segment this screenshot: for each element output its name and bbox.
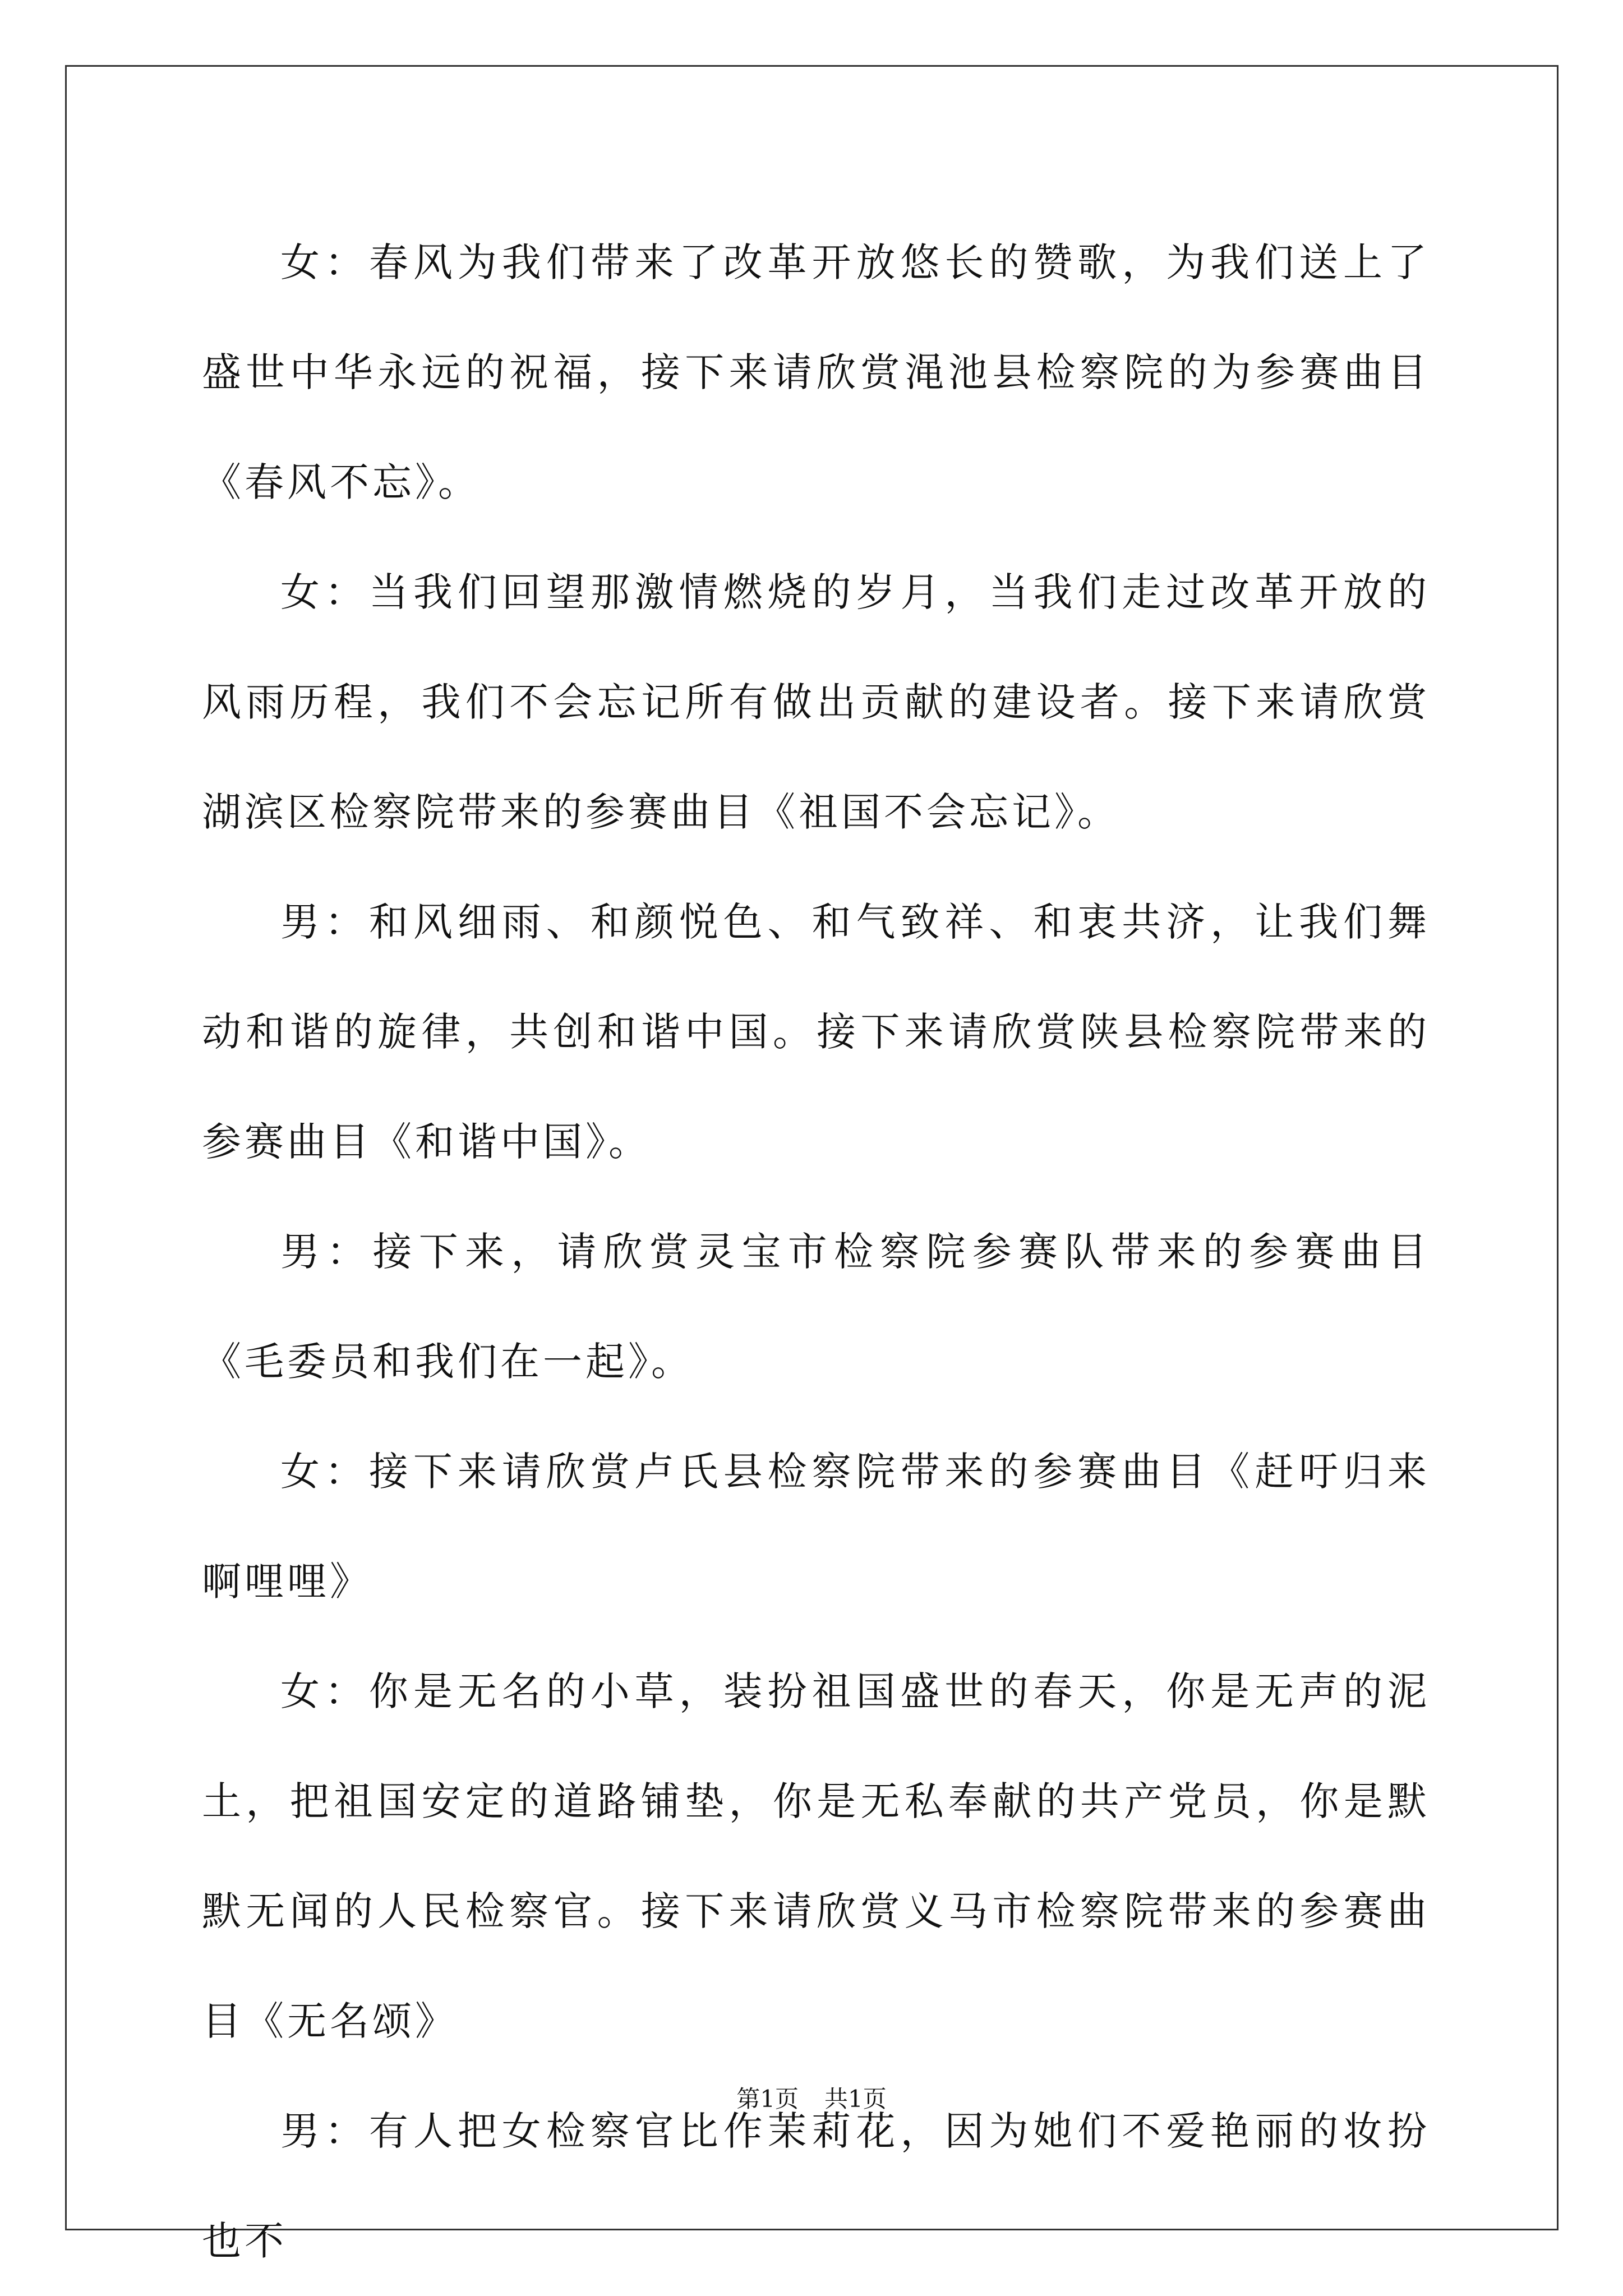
page-total: 共1页 <box>824 2085 887 2113</box>
paragraph: 男：和风细雨、和颜悦色、和气致祥、和衷共济，让我们舞动和谐的旋律，共创和谐中国。接下来请欣赏陕县检察院带来的参赛曲目《和谐中国》。 <box>202 899 1430 1165</box>
paragraph: 女：春风为我们带来了改革开放悠长的赞歌，为我们送上了盛世中华永远的祝福，接下来请欣赏渑池县检察院的为参赛曲目《春风不忘》。 <box>202 239 1430 505</box>
page-number: 第1页 <box>736 2085 799 2113</box>
page-footer <box>0 2081 1623 2114</box>
paragraph: 女：你是无名的小草，装扮祖国盛世的春天，你是无声的泥土，把祖国安定的道路铺垫，你是无私奉献的共产党员，你是默默无闻的人民检察官。接下来请欣赏义马市检察院带来的参赛曲目《无名颂》 <box>202 1668 1430 2044</box>
paragraph: 女：接下来请欣赏卢氏县检察院带来的参赛曲目《赶吁归来啊哩哩》 <box>202 1449 1430 1605</box>
paragraph: 男：有人把女检察官比作茉莉花，因为她们不爱艳丽的妆扮也不 <box>202 2108 1430 2264</box>
paragraph: 女：当我们回望那激情燃烧的岁月，当我们走过改革开放的风雨历程，我们不会忘记所有做出贡献的建设者。接下来请欣赏湖滨区检察院带来的参赛曲目《祖国不会忘记》。 <box>202 569 1430 835</box>
paragraph: 男：接下来，请欣赏灵宝市检察院参赛队带来的参赛曲目《毛委员和我们在一起》。 <box>202 1229 1430 1385</box>
document-body <box>202 208 1430 2296</box>
